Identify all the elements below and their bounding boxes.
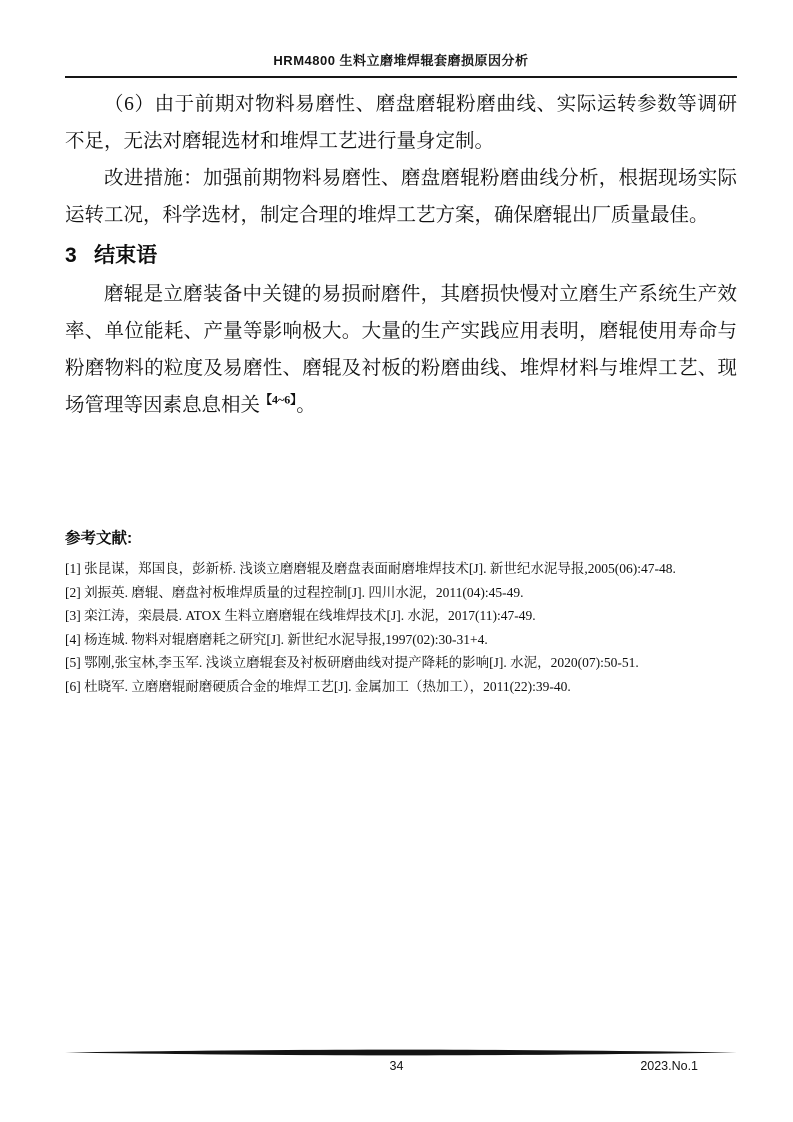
references-section [65, 526, 737, 698]
issue-label: 2023.No.1 [640, 1059, 698, 1073]
page-number: 34 [389, 1059, 404, 1073]
paragraph-improvement-measures: 改进措施：加强前期物料易磨性、磨盘磨辊粉磨曲线分析，根据现场实际运转工况，科学选材，制定合理的堆焊工艺方案，确保磨辊出厂质量最佳。 [65, 168, 737, 226]
paragraph-improvement-issue: （6）由于前期对物料易磨性、磨盘磨辊粉磨曲线、实际运转参数等调研不足，无法对磨辊选材和堆焊工艺进行量身定制。 [65, 94, 737, 152]
paragraph-conclusion-text: 磨辊是立磨装备中关键的易损耐磨件，其磨损快慢对立磨生产系统生产效率、单位能耗、产量等影响极大。大量的生产实践应用表明，磨辊使用寿命与粉磨物料的粒度及易磨性、磨辊及衬板的粉磨曲线、堆焊材料与堆焊工艺、现场管理等因素息息相关 [65, 284, 737, 416]
reference-item: [1] 张昆谋，郑国良，彭新桥. 浅谈立磨磨辊及磨盘表面耐磨堆焊技术[J]. 新世纪水泥导报,2005(06):47-48. [65, 561, 676, 576]
reference-item: [6] 杜晓军. 立磨磨辊耐磨硬质合金的堆焊工艺[J]. 金属加工（热加工），2011(22):39-40. [65, 678, 571, 694]
section-heading-conclusion: 3 结束语 [65, 244, 158, 267]
header-title: HRM4800 生料立磨堆焊辊套磨损原因分析 [273, 53, 529, 68]
running-header [65, 50, 737, 78]
body-content [65, 86, 737, 424]
citation-marker: 【4~6】 [260, 392, 297, 407]
reference-item: [2] 刘振英. 磨辊、磨盘衬板堆焊质量的过程控制[J]. 四川水泥，2011(04):45-49. [65, 584, 524, 600]
paragraph-conclusion [65, 276, 737, 424]
reference-item: [5] 鄂刚,张宝林,李玉军. 浅谈立磨辊套及衬板研磨曲线对提产降耗的影响[J]. 水泥，2020(07):50-51. [65, 655, 639, 670]
header-rule [65, 76, 737, 78]
footer-rule [65, 1049, 737, 1056]
paragraph-conclusion-period: 。 [296, 395, 316, 416]
references-heading: 参考文献: [65, 530, 133, 547]
reference-item: [4] 杨连城. 物料对辊磨磨耗之研究[J]. 新世纪水泥导报,1997(02):30-31+4. [65, 631, 488, 647]
reference-item: [3] 栾江涛，栾晨晨. ATOX 生料立磨磨辊在线堆焊技术[J]. 水泥，2017(11):47-49. [65, 608, 536, 623]
